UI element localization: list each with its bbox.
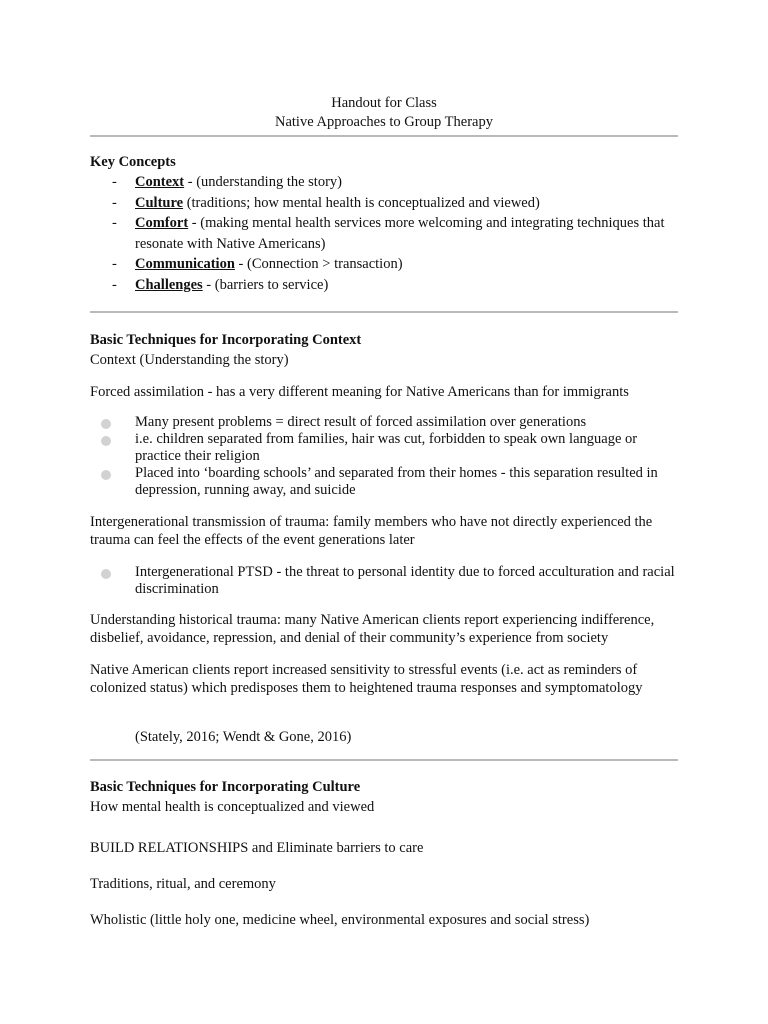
citation: (Stately, 2016; Wendt & Gone, 2016)	[135, 729, 352, 745]
concept-term: Comfort	[135, 215, 189, 231]
concept-term: Culture	[135, 194, 184, 211]
assimilation-bullet-list	[90, 414, 678, 499]
concept-description: - (making mental health services more welcoming and integrating techniques that resonate with Native Americans)	[135, 215, 665, 252]
context-section-heading: Basic Techniques for Incorporating Context	[90, 332, 362, 348]
divider	[90, 135, 678, 137]
dash-marker: -	[112, 215, 117, 231]
bullet-text: Intergenerational PTSD - the threat to personal identity due to forced acculturation and racial discrimination	[135, 564, 675, 597]
bullet-text: i.e. children separated from families, hair was cut, forbidden to speak own language or practice their religion	[135, 431, 638, 464]
dash-marker: -	[112, 256, 117, 272]
dash-marker: -	[112, 174, 117, 190]
culture-subheading: How mental health is conceptualized and viewed	[90, 799, 375, 815]
concept-term: Challenges	[135, 276, 203, 293]
bullet-dot-icon	[101, 470, 111, 480]
context-subheading: Context (Understanding the story)	[90, 352, 289, 368]
handout-subtitle: Native Approaches to Group Therapy	[275, 114, 493, 130]
concept-description: - (understanding the story)	[184, 174, 342, 190]
concept-description: - (barriers to service)	[202, 276, 329, 293]
dash-marker: -	[112, 276, 117, 293]
list-item	[90, 193, 678, 214]
list-item	[90, 275, 678, 296]
document-page	[90, 94, 678, 930]
dash-marker: -	[112, 194, 117, 211]
list-item	[90, 414, 678, 431]
build-relationships-paragraph: BUILD RELATIONSHIPS and Eliminate barriers to care	[90, 840, 424, 856]
divider	[90, 311, 678, 313]
concept-description: - (Connection > transaction)	[234, 256, 403, 272]
bullet-text: Placed into ‘boarding schools’ and separated from their homes - this separation resulted in depression, running away, and suicide	[135, 465, 658, 498]
concept-term: Communication	[135, 256, 235, 272]
culture-section-heading: Basic Techniques for Incorporating Culture	[90, 779, 361, 795]
divider	[90, 759, 678, 761]
list-item	[90, 431, 678, 465]
key-concepts-list	[90, 172, 678, 295]
bullet-dot-icon	[101, 436, 111, 446]
forced-assimilation-paragraph: Forced assimilation - has a very different meaning for Native Americans than for immigrants	[90, 384, 629, 400]
bullet-text: Many present problems = direct result of forced assimilation over generations	[135, 414, 587, 430]
intergenerational-paragraph: Intergenerational transmission of trauma: family members who have not directly experienced the trauma can feel the effects of the event generations later	[90, 514, 653, 548]
handout-title: Handout for Class	[331, 95, 437, 111]
wholistic-paragraph: Wholistic (little holy one, medicine wheel, environmental exposures and social stress)	[90, 912, 590, 928]
concept-description: (traditions; how mental health is conceptualized and viewed)	[183, 194, 540, 211]
traditions-paragraph: Traditions, ritual, and ceremony	[90, 876, 276, 892]
ptsd-bullet-list	[90, 564, 678, 598]
list-item	[90, 172, 678, 193]
bullet-dot-icon	[101, 569, 111, 579]
bullet-dot-icon	[101, 419, 111, 429]
list-item	[90, 254, 678, 275]
key-concepts-heading: Key Concepts	[90, 154, 176, 170]
list-item	[90, 564, 678, 598]
list-item	[90, 213, 678, 254]
sensitivity-paragraph: Native American clients report increased sensitivity to stressful events (i.e. act as reminders of colonized status) which predisposes them to heightened trauma responses and symptomatology	[90, 662, 643, 696]
list-item	[90, 465, 678, 499]
historical-trauma-paragraph: Understanding historical trauma: many Native American clients report experiencing indifference, disbelief, avoidance, repression, and denial of their community’s experience from society	[90, 612, 655, 646]
concept-term: Context	[135, 174, 185, 190]
